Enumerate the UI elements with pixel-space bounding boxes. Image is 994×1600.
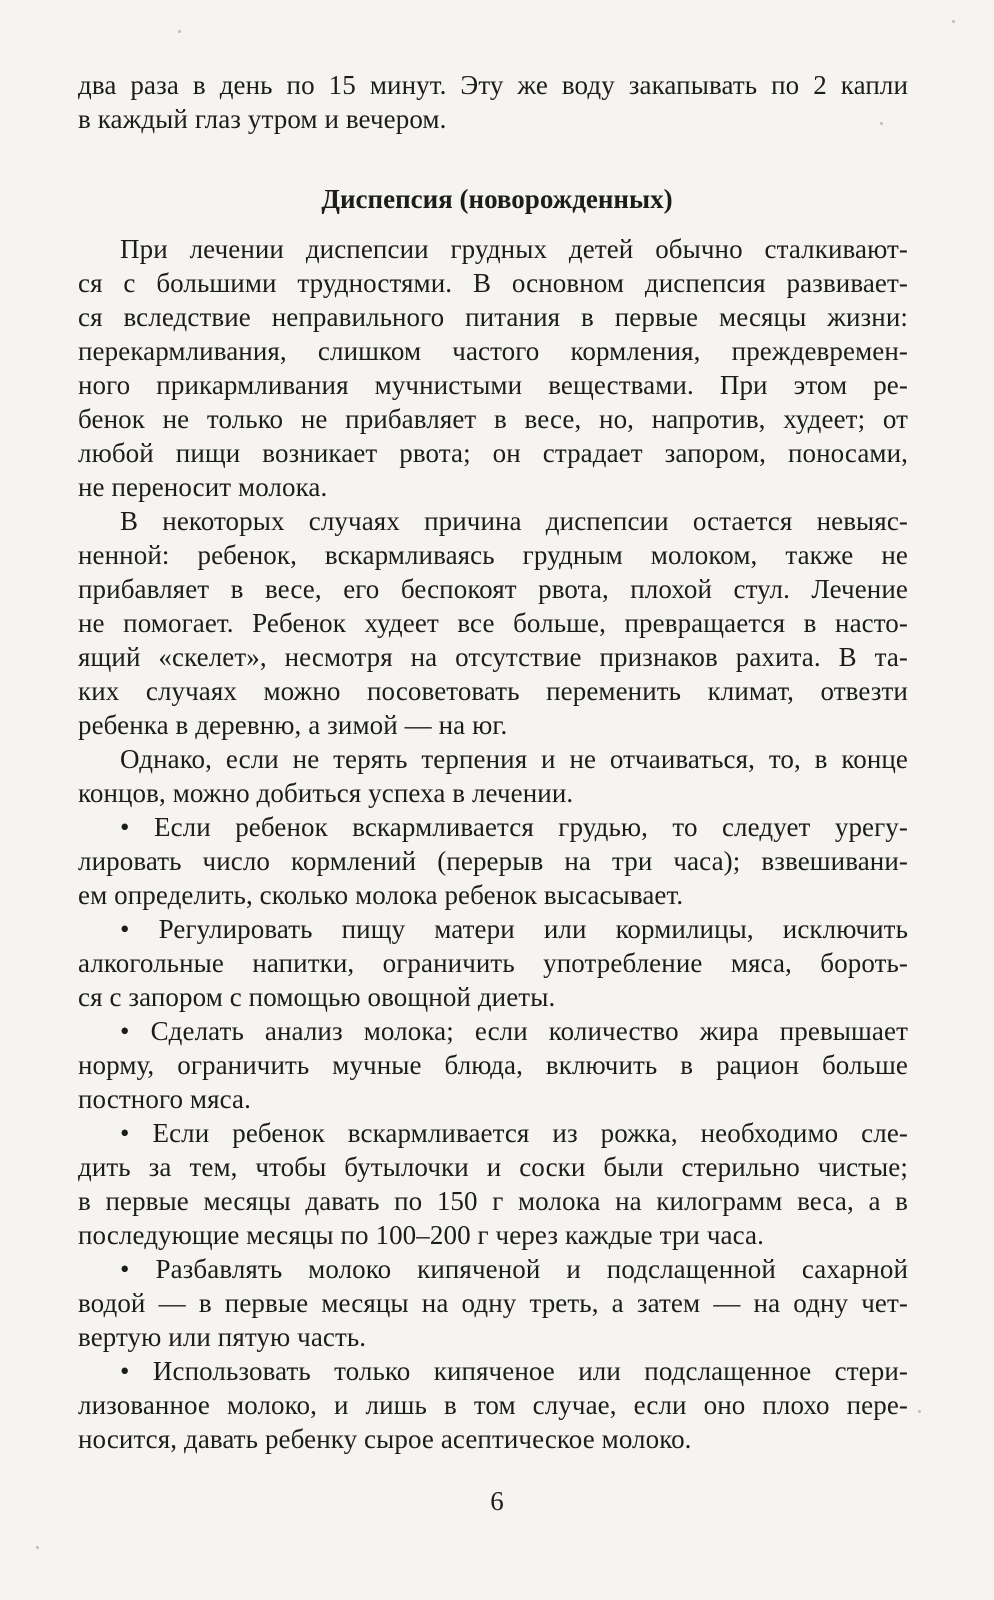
- text-line: прибавляет в весе, его беспокоят рвота, плохой стул. Лечение: [78, 574, 908, 604]
- scan-speck: [880, 122, 883, 125]
- bullet-item: [78, 1252, 908, 1354]
- text-line: ем определить, сколько молока ребенок высасывает.: [78, 880, 684, 910]
- paragraph: [78, 742, 908, 810]
- text-line: не помогает. Ребенок худеет все больше, превращается в насто-: [78, 608, 908, 638]
- text-line: При лечении диспепсии грудных детей обычно сталкивают-: [120, 234, 908, 264]
- paragraph: [78, 232, 908, 504]
- text-line: носится, давать ребенку сырое асептическое молоко.: [78, 1424, 692, 1454]
- text-line: перекармливания, слишком частого кормления, преждевремен-: [78, 336, 908, 366]
- text-line: ся с большими трудностями. В основном диспепсия развивает-: [78, 268, 908, 298]
- text-line: любой пищи возникает рвота; он страдает запором, поносами,: [78, 438, 908, 468]
- text-line: В некоторых случаях причина диспепсии остается невыяс-: [120, 506, 908, 536]
- text-line: • Сделать анализ молока; если количество жира превышает: [120, 1016, 908, 1046]
- text-line: норму, ограничить мучные блюда, включить в рацион больше: [78, 1050, 908, 1080]
- text-line: ких случаях можно посоветовать переменить климат, отвезти: [78, 676, 908, 706]
- text-line: водой — в первые месяцы на одну треть, а затем — на одну чет-: [78, 1288, 908, 1318]
- bullet-item: [78, 1354, 908, 1456]
- text-line: бенок не только не прибавляет в весе, но, напротив, худеет; от: [78, 404, 908, 434]
- text-line: • Регулировать пищу матери или кормилицы, исключить: [120, 914, 908, 944]
- scan-speck: [178, 30, 181, 33]
- bullet-item: [78, 810, 908, 912]
- text-line: лизованное молоко, и лишь в том случае, если оно плохо пере-: [78, 1390, 908, 1420]
- text-line: дить за тем, чтобы бутылочки и соски были стерильно чистые;: [78, 1152, 908, 1182]
- text-line: • Разбавлять молоко кипяченой и подслащенной сахарной: [120, 1254, 908, 1284]
- text-line: ся с запором с помощью овощной диеты.: [78, 982, 556, 1012]
- text-line: два раза в день по 15 минут. Эту же воду закапывать по 2 капли: [78, 70, 908, 100]
- text-line: постного мяса.: [78, 1084, 251, 1114]
- text-line: ящий «скелет», несмотря на отсутствие признаков рахита. В та-: [78, 642, 908, 672]
- text-line: ного прикармливания мучнистыми веществами. При этом ре-: [78, 370, 908, 400]
- text-line: не переносит молока.: [78, 472, 328, 502]
- scan-speck: [918, 1410, 921, 1413]
- scan-speck: [952, 20, 955, 23]
- text-line: ненной: ребенок, вскармливаясь грудным молоком, также не: [78, 540, 908, 570]
- text-line: ся вследствие неправильного питания в первые месяцы жизни:: [78, 302, 908, 332]
- bullet-item: [78, 1116, 908, 1252]
- text-line: в каждый глаз утром и вечером.: [78, 104, 447, 134]
- intro-paragraph: [78, 68, 908, 136]
- bullet-item: [78, 912, 908, 1014]
- text-line: лировать число кормлений (перерыв на три часа); взвешивани-: [78, 846, 908, 876]
- scan-speck: [36, 1546, 39, 1549]
- text-line: последующие месяцы по 100–200 г через каждые три часа.: [78, 1220, 764, 1250]
- text-line: Однако, если не терять терпения и не отчаиваться, то, в конце: [120, 744, 908, 774]
- text-line: • Если ребенок вскармливается грудью, то следует урегу-: [120, 812, 908, 842]
- text-line: алкогольные напитки, ограничить употребление мяса, бороть-: [78, 948, 908, 978]
- bullet-item: [78, 1014, 908, 1116]
- text-line: • Использовать только кипяченое или подслащенное стери-: [120, 1356, 908, 1386]
- page-number: 6: [490, 1486, 504, 1516]
- text-line: в первые месяцы давать по 150 г молока на килограмм веса, а в: [78, 1186, 908, 1216]
- section-heading: Диспепсия (новорожденных): [321, 184, 673, 214]
- paragraph: [78, 504, 908, 742]
- text-line: ребенка в деревню, а зимой — на юг.: [78, 710, 508, 740]
- text-line: вертую или пятую часть.: [78, 1322, 367, 1352]
- text-line: • Если ребенок вскармливается из рожка, необходимо сле-: [120, 1118, 908, 1148]
- text-line: концов, можно добиться успеха в лечении.: [78, 778, 574, 808]
